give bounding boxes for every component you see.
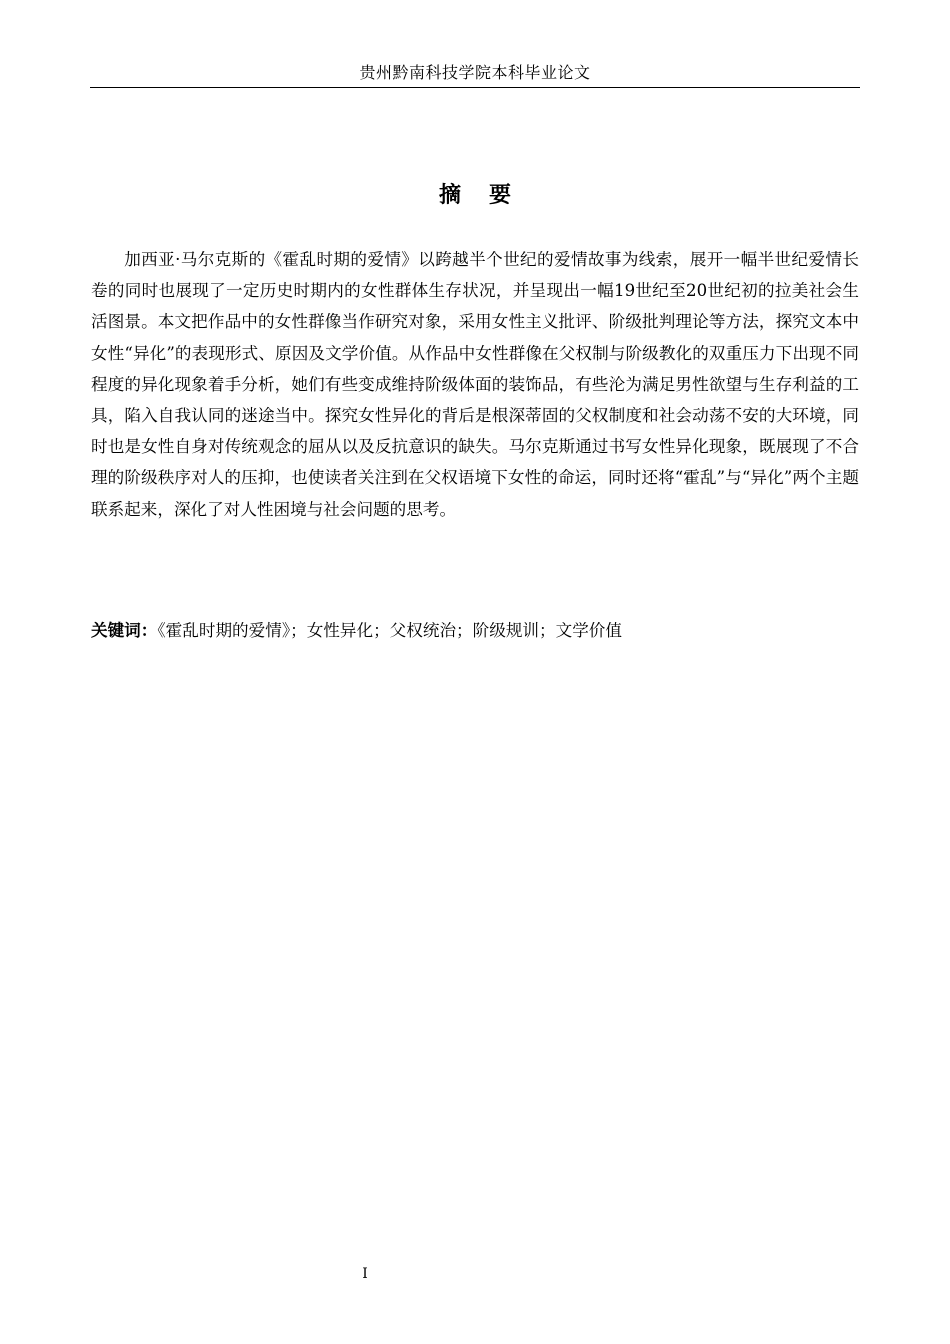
keywords-value: 《霍乱时期的爱情》；女性异化；父权统治；阶级规训；文学价值 — [157, 621, 622, 640]
page-number: I — [362, 1266, 368, 1282]
keywords-line — [91, 617, 859, 645]
keywords-label: 关键词： — [91, 621, 158, 640]
running-header: 贵州黔南科技学院本科毕业论文 — [359, 63, 591, 82]
abstract-title: 摘要 — [438, 183, 539, 208]
header-rule — [90, 87, 860, 88]
abstract-body: 加西亚·马尔克斯的《霍乱时期的爱情》以跨越半个世纪的爱情故事为线索，展开一幅半世纪爱情长卷的同时也展现了一定历史时期内的女性群体生存状况，并呈现出一幅19世纪至20世纪初的拉美社会生活图景。本文把作品中的女性群像当作研究对象，采用女性主义批评、阶级批判理论等方法，探究文本中女性“异化”的表现形式、原因及文学价值。从作品中女性群像在父权制与阶级教化的双重压力下出现不同程度的异化现象着手分析，她们有些变成维持阶级体面的装饰品，有些沦为满足男性欲望与生存利益的工具，陷入自我认同的迷途当中。探究女性异化的背后是根深蒂固的父权制度和社会动荡不安的大环境，同时也是女性自身对传统观念的屈从以及反抗意识的缺失。马尔克斯通过书写女性异化现象，既展现了不合理的阶级秩序对人的压抑，也使读者关注到在父权语境下女性的命运，同时还将“霍乱”与“异化”两个主题联系起来，深化了对人性困境与社会问题的思考。 — [91, 250, 859, 519]
